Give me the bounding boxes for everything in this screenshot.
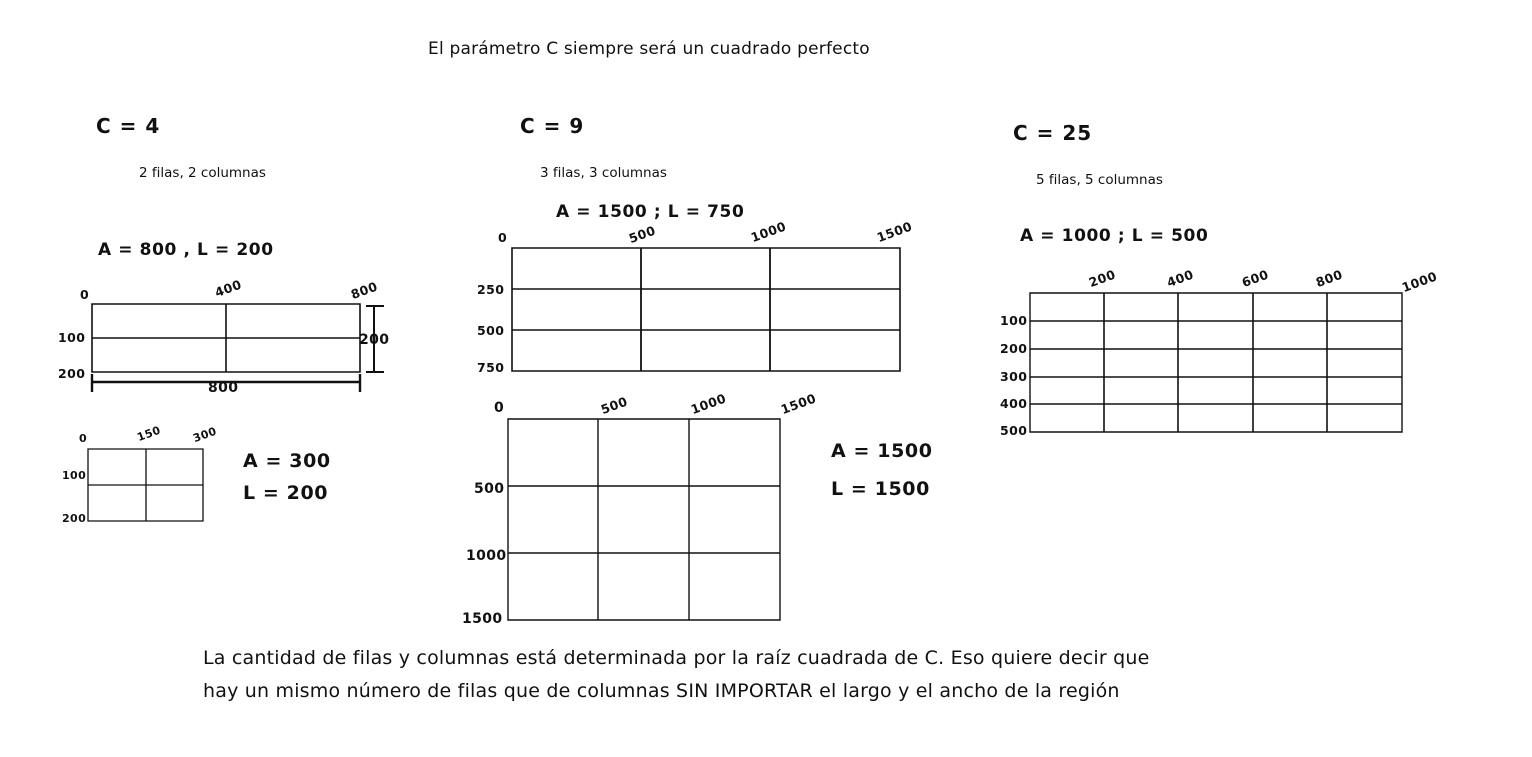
page-title: El parámetro C siempre será un cuadrado perfecto [428,39,870,59]
ytick-c25-1-1: 100 [1000,313,1028,328]
xtick-c4-1-2: 800 [348,278,380,303]
ytick-c9-1-3: 750 [477,360,505,375]
case-label-c9: C = 9 [520,114,585,138]
case-subtitle-c4: 2 filas, 2 columnas [139,165,266,181]
xtick-c4-1-1: 400 [212,276,244,301]
ytick-c4-1-2: 200 [58,366,86,381]
ytick-c25-1-3: 300 [1000,369,1028,384]
xtick-c25-1-5: 1000 [1399,268,1440,296]
dims-label-l-c9-grid-2: L = 1500 [831,478,930,500]
dims-label-c4-grid-1: A = 800 , L = 200 [98,240,274,260]
width-annotation-c4-1: 800 [208,380,239,396]
ytick-c4-1-1: 100 [58,330,86,345]
xtick-c9-1-3: 1500 [874,218,915,246]
xtick-c25-1-2: 400 [1164,266,1196,291]
xtick-c9-2-3: 1500 [778,390,819,418]
dims-label-a-c4-grid-2: A = 300 [243,450,331,472]
xtick-c9-2-0: 0 [494,400,505,416]
ytick-c4-2-1: 100 [62,469,87,482]
dims-label-c9-grid-1: A = 1500 ; L = 750 [556,202,745,222]
case-subtitle-c9: 3 filas, 3 columnas [540,165,667,181]
ytick-c25-1-4: 400 [1000,396,1028,411]
xtick-c25-1-1: 200 [1086,266,1118,291]
ytick-c9-2-1: 500 [474,481,505,497]
xtick-c4-2-0: 0 [79,432,88,445]
ytick-c9-1-1: 250 [477,282,505,297]
xtick-c9-1-1: 500 [626,222,658,247]
ytick-c9-2-2: 1000 [466,548,507,564]
ytick-c9-2-3: 1500 [462,611,503,627]
dims-label-a-c9-grid-2: A = 1500 [831,440,933,462]
height-annotation-c4-1: 200 [359,332,390,348]
xtick-c25-1-3: 600 [1239,266,1271,291]
footer-line-1: La cantidad de filas y columnas está determinada por la raíz cuadrada de C. Eso quiere decir que [203,647,1150,669]
case-label-c25: C = 25 [1013,121,1093,145]
dims-label-c25-grid-1: A = 1000 ; L = 500 [1020,226,1209,246]
xtick-c4-1-0: 0 [80,287,90,302]
xtick-c9-1-2: 1000 [748,218,789,246]
dims-label-l-c4-grid-2: L = 200 [243,482,329,504]
case-subtitle-c25: 5 filas, 5 columnas [1036,172,1163,188]
ytick-c25-1-5: 500 [1000,423,1028,438]
xtick-c9-2-2: 1000 [688,390,729,418]
ytick-c4-2-2: 200 [62,512,87,525]
xtick-c9-1-0: 0 [498,230,508,245]
xtick-c4-2-2: 300 [191,424,219,446]
xtick-c9-2-1: 500 [598,393,630,418]
xtick-c25-1-4: 800 [1313,266,1345,291]
case-label-c4: C = 4 [96,114,161,138]
ytick-c9-1-2: 500 [477,323,505,338]
xtick-c4-2-1: 150 [135,423,163,445]
ytick-c25-1-2: 200 [1000,341,1028,356]
footer-line-2: hay un mismo número de filas que de columnas SIN IMPORTAR el largo y el ancho de la región [203,680,1120,702]
